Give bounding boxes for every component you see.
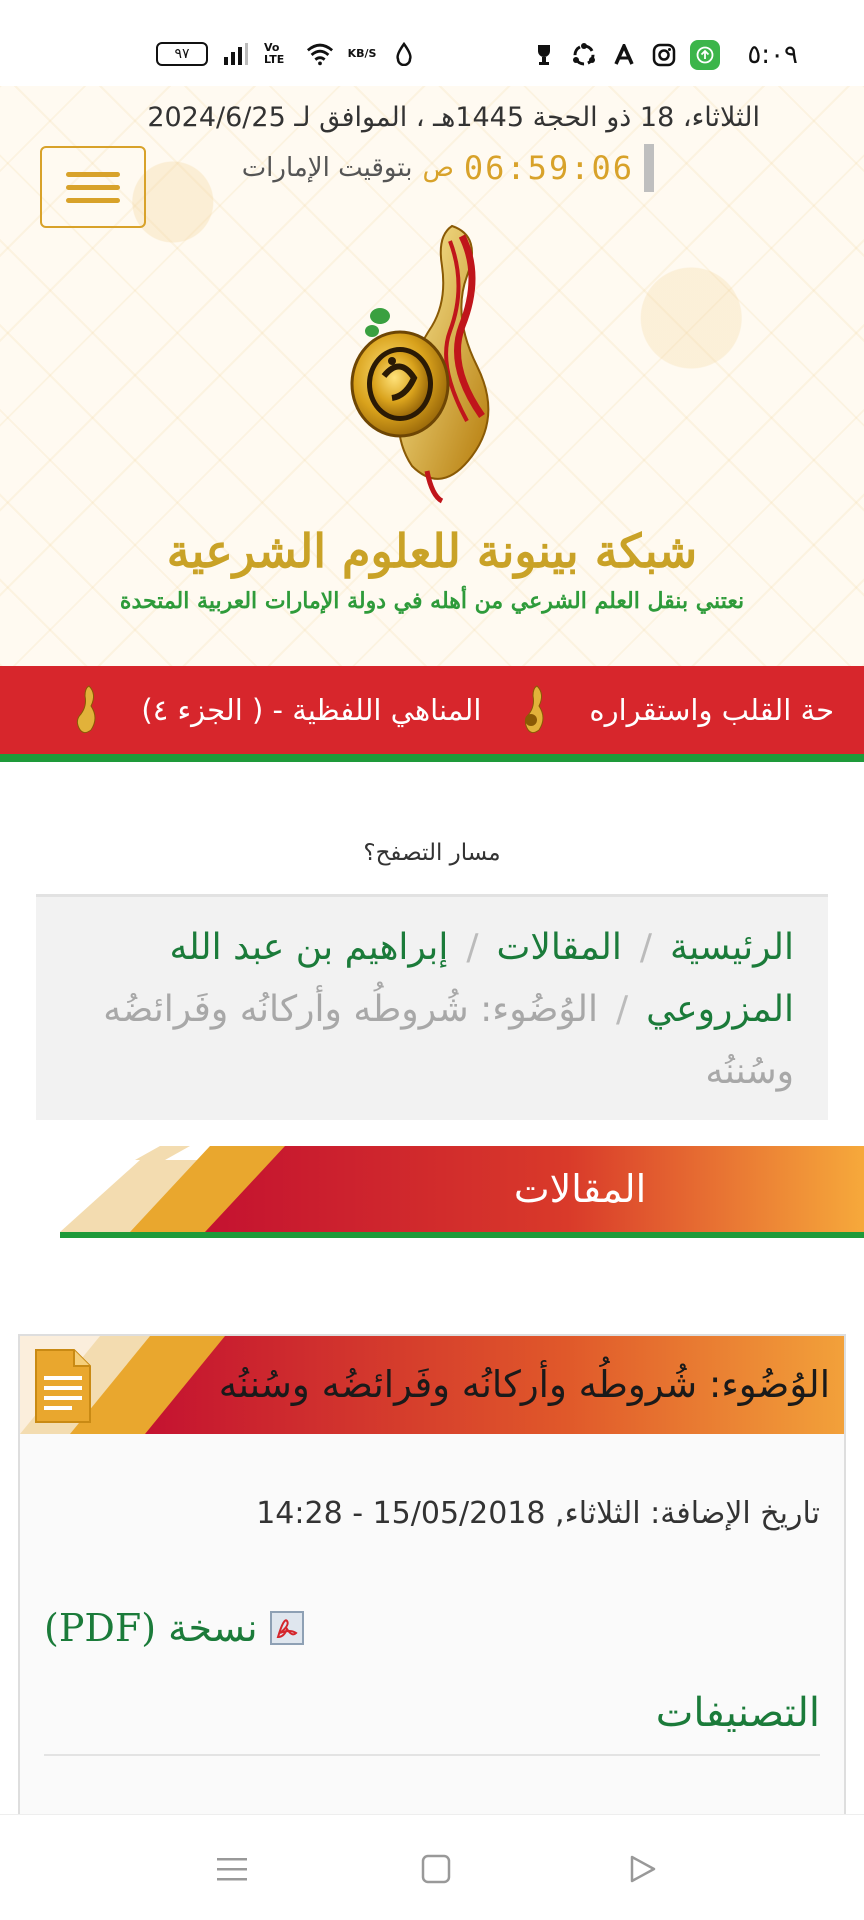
status-time: ٥:٠٩: [747, 40, 798, 70]
recents-button[interactable]: [212, 1849, 252, 1889]
clock: 06:59:06: [463, 149, 634, 187]
breadcrumb-articles-link[interactable]: المقالات: [496, 927, 622, 968]
clock-cursor: [644, 144, 654, 192]
status-bar: [0, 0, 864, 86]
home-button[interactable]: [416, 1849, 456, 1889]
breadcrumb-caption: مسار التصفح؟: [363, 840, 501, 866]
breadcrumb-home-link[interactable]: الرئيسية: [670, 927, 794, 968]
menu-lines-icon: [216, 1855, 248, 1883]
org-tagline: نعتني بنقل العلم الشرعي من أهله في دولة الإمارات العربية المتحدة: [119, 588, 745, 614]
hamburger-menu-button[interactable]: [40, 146, 146, 228]
pdf-icon: [270, 1611, 304, 1645]
article-title: الوُضُوء: شُروطُه وأركانُه وفَرائضُه وسُننُه: [218, 1362, 830, 1406]
triangle-play-icon: [626, 1853, 658, 1885]
logo-emblem-icon: [332, 216, 532, 506]
section-banner: [60, 1146, 864, 1240]
back-button[interactable]: [622, 1849, 662, 1889]
upload-icon: [690, 40, 720, 70]
site-header: [0, 86, 864, 666]
network-speed: KB/S: [347, 47, 377, 60]
status-left-icons: [156, 40, 418, 68]
org-name: شبكة بينونة للعلوم الشرعية: [166, 524, 698, 578]
article-card: [18, 1334, 846, 1834]
section-title: المقالات: [513, 1167, 647, 1211]
categories-divider: [44, 1754, 820, 1756]
system-nav-bar: [0, 1814, 864, 1920]
menu-bar-icon: [66, 198, 120, 203]
ticker-item[interactable]: المناهي اللفظية - ( الجزء ٤): [141, 693, 482, 727]
status-right-icons: [530, 40, 720, 70]
pdf-download-link[interactable]: [44, 1606, 304, 1650]
breadcrumb-separator: /: [466, 927, 479, 968]
document-icon: [30, 1348, 94, 1424]
time-line: [242, 144, 654, 192]
drop-icon: [390, 40, 418, 68]
square-icon: [420, 1853, 452, 1885]
timezone-text: بتوقيت الإمارات: [241, 153, 413, 183]
clock-ampm: ص: [422, 153, 454, 183]
logo-mini-icon: [73, 684, 101, 736]
added-value: الثلاثاء, 15/05/2018 - 14:28: [256, 1496, 641, 1531]
battery-level: ٩٧: [174, 46, 190, 62]
added-label: تاريخ الإضافة:: [650, 1496, 820, 1531]
breadcrumb-author-link[interactable]: إبراهيم بن عبد الله المزروعي: [169, 927, 794, 1030]
sync-icon: [570, 41, 598, 69]
article-header: [20, 1336, 844, 1434]
categories-title: التصنيفات: [655, 1690, 820, 1736]
signal-icon: [222, 40, 250, 68]
breadcrumb: [36, 894, 828, 1120]
added-date-line: [256, 1496, 820, 1531]
ticker-item[interactable]: حة القلب واستقراره: [589, 693, 834, 727]
wifi-icon: [306, 40, 334, 68]
pdf-label: نسخة (PDF): [44, 1606, 258, 1650]
logo-mini-icon: [521, 684, 549, 736]
news-ticker: [0, 666, 864, 762]
volte-icon: Vo LTE: [264, 41, 285, 66]
breadcrumb-separator: /: [639, 927, 652, 968]
battery-icon: [156, 42, 208, 66]
date-line: الثلاثاء، 18 ذو الحجة 1445هـ ، الموافق لـ 2024/6/25: [147, 102, 760, 133]
breadcrumb-separator: /: [615, 989, 629, 1030]
breadcrumb-current: الوُضُوء: شُروطُه وأركانُه وفَرائضُه وسُننُه: [103, 989, 794, 1092]
menu-bar-icon: [66, 185, 120, 190]
instagram-icon: [650, 41, 678, 69]
menu-bar-icon: [66, 172, 120, 177]
ticker-track: [73, 666, 834, 754]
trophy-icon: [530, 41, 558, 69]
a-icon: [610, 41, 638, 69]
site-logo[interactable]: [332, 216, 532, 506]
